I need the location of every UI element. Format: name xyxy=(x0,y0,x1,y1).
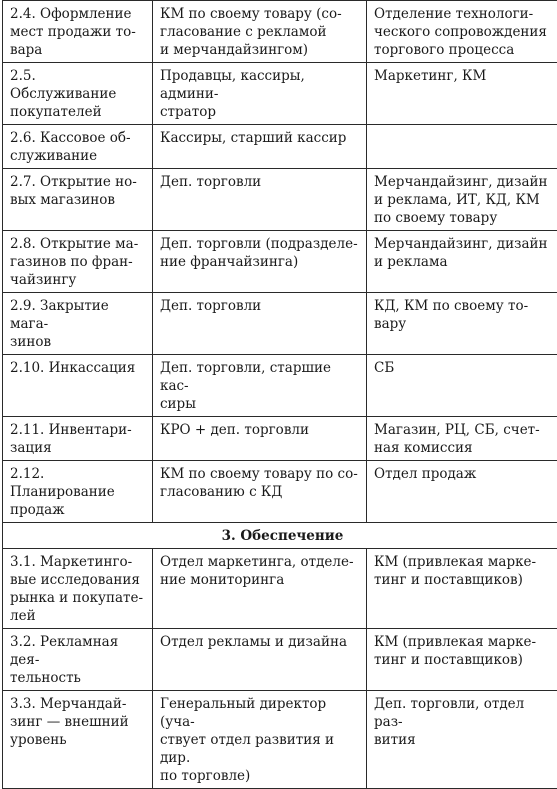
process-cell: 2.4. Оформление мест продажи то- вара xyxy=(3,1,153,63)
participants-cell: СБ xyxy=(367,355,557,417)
process-cell: 2.8. Открытие ма- газинов по фран- чайзингу xyxy=(3,231,153,293)
responsibility-table xyxy=(2,0,557,789)
section-title: 3. Обеспечение xyxy=(3,523,557,549)
table-row xyxy=(3,355,557,417)
responsible-cell: КРО + деп. торговли xyxy=(153,417,367,461)
participants-cell: Маркетинг, КМ xyxy=(367,63,557,125)
participants-cell: Мерчандайзинг, дизайн и реклама, ИТ, КД, КМ по своему товару xyxy=(367,169,557,231)
responsible-cell: Деп. торговли xyxy=(153,169,367,231)
process-cell: 3.3. Мерчандай- зинг — внешний уровень xyxy=(3,691,153,789)
table-row xyxy=(3,1,557,63)
table-body xyxy=(3,1,557,789)
responsible-cell: Деп. торговли (подразделе- ние франчайзинга) xyxy=(153,231,367,293)
responsible-cell: КМ по своему товару (со- гласование с рекламой и мерчандайзингом) xyxy=(153,1,367,63)
responsible-cell: Деп. торговли, старшие кас- сиры xyxy=(153,355,367,417)
responsible-cell: Отдел маркетинга, отделе- ние мониторинга xyxy=(153,549,367,629)
responsible-cell: Отдел рекламы и дизайна xyxy=(153,629,367,691)
process-cell: 3.2. Рекламная дея- тельность xyxy=(3,629,153,691)
responsible-cell: КМ по своему товару по со- гласованию с КД xyxy=(153,461,367,523)
table-row xyxy=(3,125,557,169)
process-cell: 3.1. Маркетинго- вые исследования рынка и покупате- лей xyxy=(3,549,153,629)
table-row xyxy=(3,629,557,691)
participants-cell: Мерчандайзинг, дизайн и реклама xyxy=(367,231,557,293)
process-cell: 2.6. Кассовое об- служивание xyxy=(3,125,153,169)
participants-cell: Магазин, РЦ, СБ, счет- ная комиссия xyxy=(367,417,557,461)
table-row xyxy=(3,63,557,125)
responsible-cell: Продавцы, кассиры, админи- стратор xyxy=(153,63,367,125)
participants-cell: Деп. торговли, отдел раз- вития xyxy=(367,691,557,789)
table-row xyxy=(3,461,557,523)
participants-cell: Отдел продаж xyxy=(367,461,557,523)
table-row xyxy=(3,169,557,231)
process-cell: 2.11. Инвентари- зация xyxy=(3,417,153,461)
process-cell: 2.9. Закрытие мага- зинов xyxy=(3,293,153,355)
process-cell: 2.7. Открытие но- вых магазинов xyxy=(3,169,153,231)
table-row xyxy=(3,549,557,629)
table-row xyxy=(3,691,557,789)
participants-cell xyxy=(367,125,557,169)
participants-cell: Отделение технологи- ческого сопровождения торгового процесса xyxy=(367,1,557,63)
section-row xyxy=(3,523,557,549)
responsible-cell: Генеральный директор (уча- ствует отдел развития и дир. по торговле) xyxy=(153,691,367,789)
participants-cell: КМ (привлекая марке- тинг и поставщиков) xyxy=(367,549,557,629)
responsible-cell: Кассиры, старший кассир xyxy=(153,125,367,169)
table-row xyxy=(3,293,557,355)
participants-cell: КД, КМ по своему то- вару xyxy=(367,293,557,355)
process-cell: 2.10. Инкассация xyxy=(3,355,153,417)
participants-cell: КМ (привлекая марке- тинг и поставщиков) xyxy=(367,629,557,691)
table-row xyxy=(3,417,557,461)
responsible-cell: Деп. торговли xyxy=(153,293,367,355)
process-cell: 2.12. Планирование продаж xyxy=(3,461,153,523)
process-cell: 2.5. Обслуживание покупателей xyxy=(3,63,153,125)
table-row xyxy=(3,231,557,293)
